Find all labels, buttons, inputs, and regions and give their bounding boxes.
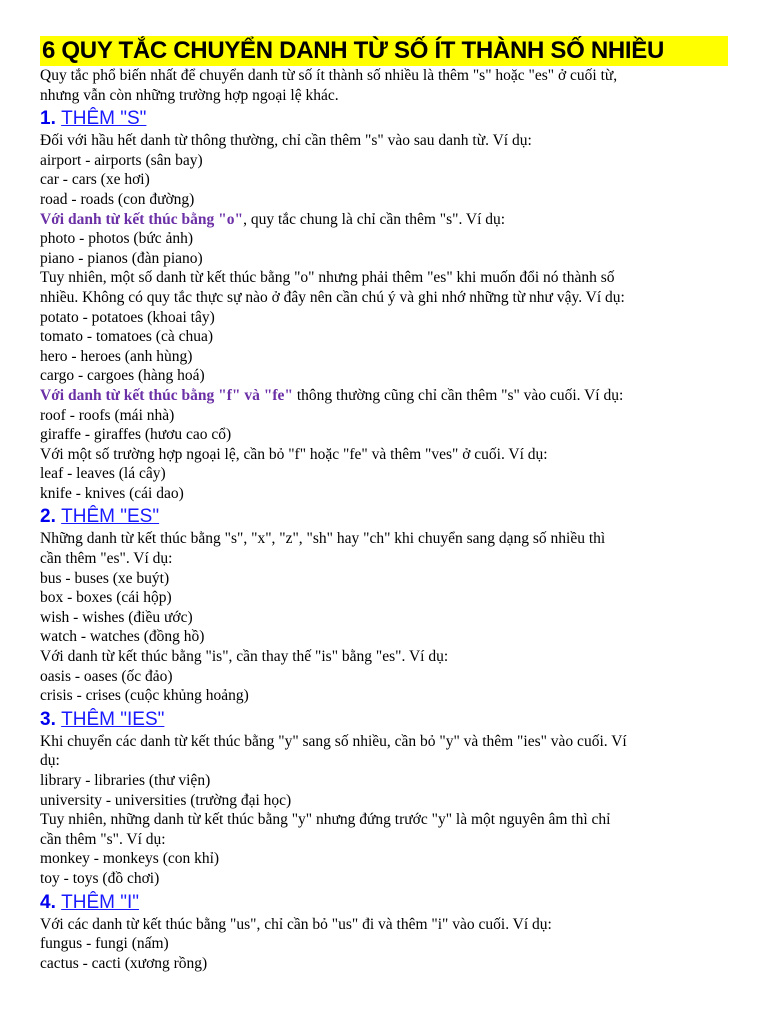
rule-text: , quy tắc chung là chỉ cần thêm "s". Ví dụ: (243, 210, 506, 228)
example-line: knife - knives (cái dao) (40, 484, 184, 502)
section-number: 3. (40, 708, 56, 730)
example-line: monkey - monkeys (con khỉ) (40, 850, 220, 868)
section-heading (40, 891, 728, 915)
text-line: Với các danh từ kết thúc bằng "us", chỉ cần bỏ "us" đi và thêm "i" vào cuối. Ví dụ: (40, 915, 552, 933)
section-number: 4. (40, 891, 56, 913)
rule-text: thông thường cũng chỉ cần thêm "s" vào cuối. Ví dụ: (292, 386, 624, 404)
example-line: bus - buses (xe buýt) (40, 569, 170, 587)
rule-line (40, 210, 728, 230)
example-line: hero - heroes (anh hùng) (40, 347, 193, 365)
page-title: 6 QUY TẮC CHUYỂN DANH TỪ SỐ ÍT THÀNH SỐ NHIỀU (40, 36, 728, 66)
example-line: box - boxes (cái hộp) (40, 589, 172, 607)
text-line: Với một số trường hợp ngoại lệ, cần bỏ "f" hoặc "fe" và thêm "ves" ở cuối. Ví dụ: (40, 445, 548, 463)
example-line: car - cars (xe hơi) (40, 171, 150, 189)
text-line: Đối với hầu hết danh từ thông thường, chỉ cần thêm "s" vào sau danh từ. Ví dụ: (40, 132, 532, 150)
example-line: oasis - oases (ốc đảo) (40, 667, 173, 685)
text-line: Những danh từ kết thúc bằng "s", "x", "z", "sh" hay "ch" khi chuyển sang dạng số nhiều thì (40, 530, 606, 548)
section-heading-text: THÊM "S" (61, 108, 147, 130)
example-line: road - roads (con đường) (40, 190, 195, 208)
section-heading-text: THÊM "I" (61, 891, 140, 913)
example-line: watch - watches (đồng hồ) (40, 628, 205, 646)
rule-highlight: Với danh từ kết thúc bằng "f" và "fe" (40, 386, 293, 404)
example-line: tomato - tomatoes (cà chua) (40, 328, 214, 346)
rule-highlight: Với danh từ kết thúc bằng "o" (40, 210, 244, 228)
section-heading-text: THÊM "ES" (61, 506, 160, 528)
text-line: nhiều. Không có quy tắc thực sự nào ở đây nên cần chú ý và ghi nhớ những từ như vậy. Ví dụ: (40, 288, 625, 306)
section-heading (40, 505, 728, 529)
text-line: dụ: (40, 752, 60, 770)
example-line: airport - airports (sân bay) (40, 151, 203, 169)
text-line: cần thêm "s". Ví dụ: (40, 830, 166, 848)
section-heading-text: THÊM "IES" (61, 708, 165, 730)
text-line: Tuy nhiên, những danh từ kết thúc bằng "y" nhưng đứng trước "y" là một nguyên âm thì chỉ (40, 811, 611, 829)
text-line: Tuy nhiên, một số danh từ kết thúc bằng "o" nhưng phải thêm "es" khi muốn đổi nó thành số (40, 269, 615, 287)
text-line: Với danh từ kết thúc bằng "is", cần thay thế "is" bằng "es". Ví dụ: (40, 648, 449, 666)
example-line: toy - toys (đồ chơi) (40, 869, 160, 887)
text-line: cần thêm "es". Ví dụ: (40, 550, 173, 568)
example-line: university - universities (trường đại học) (40, 791, 292, 809)
section-number: 2. (40, 506, 56, 528)
text-line: Khi chuyển các danh từ kết thúc bằng "y" sang số nhiều, cần bỏ "y" và thêm "ies" vào cuối. Ví (40, 732, 627, 750)
example-line: potato - potatoes (khoai tây) (40, 308, 215, 326)
example-line: roof - roofs (mái nhà) (40, 406, 175, 424)
example-line: photo - photos (bức ảnh) (40, 230, 194, 248)
section-heading (40, 107, 728, 131)
example-line: cargo - cargoes (hàng hoá) (40, 367, 205, 385)
intro-line: nhưng vẫn còn những trường hợp ngoại lệ khác. (40, 86, 339, 104)
example-line: cactus - cacti (xương rồng) (40, 954, 208, 972)
section-heading (40, 708, 728, 732)
example-line: library - libraries (thư viện) (40, 772, 211, 789)
example-line: fungus - fungi (nấm) (40, 935, 169, 953)
section-number: 1. (40, 108, 56, 130)
example-line: leaf - leaves (lá cây) (40, 465, 166, 483)
example-line: wish - wishes (điều ước) (40, 608, 193, 626)
intro-line: Quy tắc phổ biến nhất để chuyển danh từ số ít thành số nhiều là thêm "s" hoặc "es" ở cuối từ, (40, 67, 618, 84)
example-line: giraffe - giraffes (hươu cao cổ) (40, 426, 232, 444)
rule-line (40, 386, 728, 406)
example-line: crisis - crises (cuộc khủng hoảng) (40, 687, 249, 705)
example-line: piano - pianos (đàn piano) (40, 249, 203, 267)
